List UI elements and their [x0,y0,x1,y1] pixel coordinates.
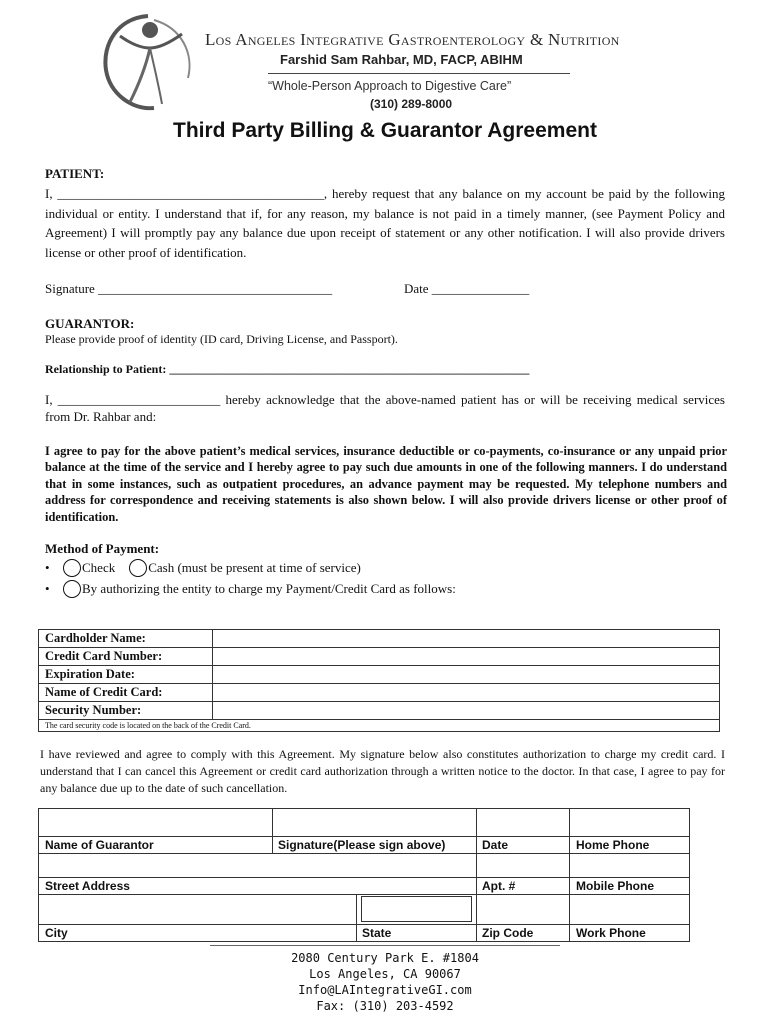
guarantor-heading: GUARANTOR: [45,316,135,331]
apt-label: Apt. # [482,879,516,893]
state-label: State [362,926,392,940]
payment-heading: Method of Payment: [45,541,160,556]
tagline: “Whole-Person Approach to Digestive Care” [268,79,512,93]
state-input[interactable] [361,896,472,922]
guarantor-signature-input[interactable] [273,809,476,836]
check-label: Check [82,560,116,575]
guarantor-agreement: I agree to pay for the above patient’s medical services, insurance deductible or co-payments, co-insurance or any unpaid prior balance at the time of the service and I hereby agree to pay such due amounts in one of the following manners. I do understand that in some instances, such as outpatient procedures, an advance payment may be requested. My telephone numbers and address for correspondence and receiving statements is also shown below. I will also provide drivers license or other proof of identification. [45,444,727,524]
table-row [39,684,720,702]
guarantor-acknowledge[interactable]: I, _________________________ hereby acknowledge that the above-named patient has or will be receiving medical services from Dr. Rahbar and: [45,392,725,424]
card-number-input[interactable] [213,648,720,666]
card-radio[interactable] [63,580,81,598]
cash-label: Cash (must be present at time of service) [148,560,361,575]
credit-card-table [38,629,720,732]
payment-option-row-2 [45,580,456,598]
clinic-logo [96,10,200,114]
cardholder-name-input[interactable] [213,630,720,648]
clinic-phone: (310) 289-8000 [370,97,453,111]
page-title: Third Party Billing & Guarantor Agreement [173,119,597,142]
footer-address: 2080 Century Park E. #1804 [291,951,479,965]
cash-radio[interactable] [129,559,147,577]
footer-email[interactable]: Info@LAIntegrativeGI.com [298,983,472,997]
patient-statement[interactable]: I, _________________________________________, hereby request that any balance on my account be paid by the following individual or entity. I understand that if, for any reason, my balance is not paid in a timely manner, (see Payment Policy and Agreement) I will promptly pay any balance due upon receipt of statement or any other notification. I will also provide drivers license or other proof of identification. [45,186,725,260]
table-row [39,630,720,648]
mobile-phone-label: Mobile Phone [576,879,654,893]
organization-name: Los Angeles Integrative Gastroenterology & Nutrition [205,30,620,49]
table-row [39,648,720,666]
doctor-name: Farshid Sam Rahbar, MD, FACP, ABIHM [280,52,523,67]
table-row [39,720,720,732]
table-row [39,702,720,720]
patient-signature-field[interactable]: Signature ____________________________________ [45,281,333,296]
guarantor-name-input[interactable] [39,809,272,836]
bullet: • [45,560,50,575]
street-address-input[interactable] [39,854,476,877]
city-input[interactable] [39,895,356,924]
relationship-field[interactable]: Relationship to Patient: ____________________________________________________________ [45,362,530,376]
expiration-label: Expiration Date: [39,666,213,684]
guarantor-name-label: Name of Guarantor [45,838,154,852]
date-label: Date [482,838,509,852]
street-address-label: Street Address [45,879,130,893]
work-phone-label: Work Phone [576,926,646,940]
apt-input[interactable] [477,854,569,877]
work-phone-input[interactable] [570,895,689,924]
patient-heading: PATIENT: [45,166,105,181]
cardholder-name-label: Cardholder Name: [39,630,213,648]
check-radio[interactable] [63,559,81,577]
bullet: • [45,581,50,596]
guarantor-id-note: Please provide proof of identity (ID card, Driving License, and Passport). [45,332,398,346]
zip-label: Zip Code [482,926,534,940]
guarantor-date-input[interactable] [477,809,569,836]
table-row [39,666,720,684]
security-number-input[interactable] [213,702,720,720]
payment-option-row-1 [45,559,361,577]
home-phone-label: Home Phone [576,838,650,852]
card-number-label: Credit Card Number: [39,648,213,666]
card-label: By authorizing the entity to charge my Payment/Credit Card as follows: [82,581,456,596]
city-label: City [45,926,68,940]
home-phone-input[interactable] [570,809,689,836]
zip-input[interactable] [477,895,569,924]
footer-fax: Fax: (310) 203-4592 [316,999,454,1013]
header-divider [268,73,570,74]
patient-date-field[interactable]: Date _______________ [404,281,530,296]
footer-divider [210,945,560,946]
security-code-note: The card security code is located on the back of the Credit Card. [39,720,720,732]
expiration-input[interactable] [213,666,720,684]
footer-city: Los Angeles, CA 90067 [309,967,461,981]
mobile-phone-input[interactable] [570,854,689,877]
card-name-label: Name of Credit Card: [39,684,213,702]
signature-label: Signature(Please sign above) [278,838,446,852]
security-number-label: Security Number: [39,702,213,720]
card-name-input[interactable] [213,684,720,702]
authorization-text: I have reviewed and agree to comply with this Agreement. My signature below also constitutes authorization to charge my credit card. I understand that I can cancel this Agreement or credit card authorization through a written notice to the doctor. In that case, I agree to pay for any balance due up to the date of such cancellation. [40,747,725,795]
